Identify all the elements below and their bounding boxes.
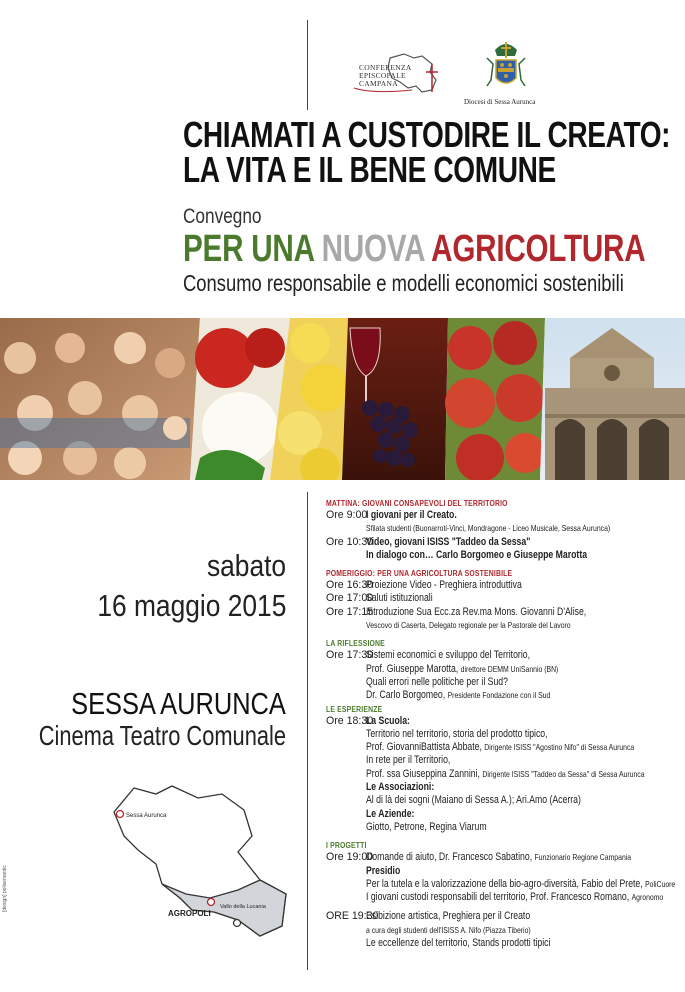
event-date: 16 maggio 2015	[97, 588, 286, 623]
section-afternoon: POMERIGGIO: PER UNA AGRICOLTURA SOSTENIBILE	[326, 568, 513, 579]
section-reflection: LA RIFLESSIONE	[326, 638, 385, 649]
item-title: Video, giovani ISISS "Taddeo da Sessa"	[366, 535, 531, 548]
headline	[183, 229, 645, 269]
event-day: sabato	[206, 548, 286, 583]
schedule-row: ORE 19:30 Esibizione artistica, Preghiera per il Creato	[326, 910, 531, 923]
schedule-row	[326, 509, 678, 522]
main-title	[183, 114, 671, 190]
schedule-row: Ore 16:30 Proiezione Video - Preghiera introduttiva	[326, 579, 522, 592]
schedule-row	[326, 536, 678, 549]
map-label-vallo: Vallo della Lucania	[220, 904, 266, 910]
schedule-row: Ore 18:30 La Scuola:	[326, 714, 410, 727]
time: Ore 10:30	[326, 535, 374, 548]
map-label-agropoli: AGROPOLI	[168, 909, 211, 918]
main-title-line2: LA VITA E IL BENE COMUNE	[183, 149, 556, 190]
item-title: I giovani per il Creato.	[366, 509, 457, 521]
apples-photo	[445, 318, 545, 480]
subtitle: Consumo responsabile e modelli economici sostenibili	[183, 270, 624, 296]
headline-part2: NUOVA	[321, 228, 425, 270]
headline-part3: AGRICOLTURA	[424, 228, 646, 270]
program-divider	[307, 492, 308, 970]
event-city: SESSA AURUNCA	[71, 686, 286, 721]
section-experiences: LE ESPERIENZE	[326, 703, 383, 714]
schedule-row: Ore 17:30 Sistemi economici e sviluppo del Territorio,	[326, 649, 530, 662]
young-people-photo	[0, 318, 200, 480]
schedule-row: Ore 19:00 Domande di aiuto, Dr. Francesco Sabatino, Funzionario Regione Campania	[326, 851, 632, 864]
schedule-detail: Dr. Carlo Borgomeo, Presidente Fondazione con il Sud	[366, 689, 551, 702]
schedule-row: Ore 17:15 Introduzione Sua Ecc.za Rev.ma Mons. Giovanni D'Alise,	[326, 605, 587, 618]
schedule-detail: In dialogo con… Carlo Borgomeo e Giuseppe Marotta	[366, 548, 588, 561]
time: Ore 9:00	[326, 509, 368, 521]
section-projects: I PROGETTI	[326, 840, 367, 851]
diocese-label: Diocesi di Sessa Aurunca	[464, 98, 536, 106]
headline-part1: PER UNA	[183, 228, 322, 270]
cec-logo-text: CONFERENZA EPISCOPALE CAMPANA	[359, 63, 412, 88]
schedule-detail: Vescovo di Caserta, Delegato regionale per la Pastorale del Lavoro	[366, 620, 571, 631]
program-schedule: MATTINA: GIOVANI CONSAPEVOLI DEL TERRITORIO Ore 9:00 I giovani per il Creato. Sfilata studenti (Buonarroti-Vinci, Mondragone - Liceo Musicale, Sessa Aurunca) Ore 10:30 Video, giovani ISISS "Taddeo da Sessa" In dialogo con… Carlo Borgomeo e Giuseppe Marotta POMERIGGIO: PER UNA AGRICOLTURA SOSTENIBILE Ore 16:30 Proiezione Video - Preghiera introduttiva Ore 17:00 Saluti istituzionali Ore 17:15 Introduzione Sua Ecc.za Rev.ma Mons. Giovanni D'Alise, Vescovo di Caserta, Delegato regionale per la Pastorale del Lavoro LA RIFLESSIONE Ore 17:30 Sistemi economici e sviluppo del Territorio, Prof. Giuseppe Marotta, direttore DEMM UniSannio (BN) Quali errori nelle politiche per il Sud? Dr. Carlo Borgomeo, Presidente Fondazione con il Sud LE ESPERIENZE Ore 18:30 La Scuola: Territorio nel territorio, storia del prodotto tipico, Prof. GiovanniBattista Abbate, Dirigente ISISS "Agostino Nifo" di Sessa Aurunca In rete per il Territorio, Prof. ssa Giuseppina Zannini, Dirigente ISISS "Taddeo da Sessa" di Sessa Aurunca Le Associazioni: Al di là dei sogni (Maiano di Sessa A.); Ari.Amo (Acerra) Le Aziende: Giotto, Petrone, Regina Viarum I PROGETTI Ore 19:00 Domande di aiuto, Dr. Francesco Sabatino, Funzionario Regione Campania Presidio Per la tutela e la valorizzazione della bio-agro-diversità, Fabio del Prete, PoliCuore I giovani custodi responsabili del territorio, Prof. Francesco Romano, Agronomo ORE 19:30 Esibizione artistica, Preghiera per il Creato a cura degli studenti dell'ISISS A. Nifo (Piazza Tiberio) Le eccellenze del territorio, Stands prodotti tipici	[326, 498, 678, 950]
wine-grapes-photo	[342, 318, 448, 480]
schedule-row: Ore 17:00 Saluti istituzionali	[326, 592, 433, 605]
convegno-label: Convegno	[183, 205, 262, 228]
map-label-sessa: Sessa Aurunca	[126, 813, 167, 819]
event-venue: Cinema Teatro Comunale	[38, 720, 286, 751]
schedule-detail: Prof. Giuseppe Marotta, direttore DEMM UniSannio (BN)	[366, 662, 559, 675]
header-divider	[307, 20, 308, 110]
schedule-detail: Quali errori nelle politiche per il Sud?	[366, 675, 508, 688]
schedule-detail: Sfilata studenti (Buonarroti-Vinci, Mondragone - Liceo Musicale, Sessa Aurunca)	[366, 523, 611, 534]
photo-collage	[0, 318, 685, 480]
design-credit: [design] polisemantic	[2, 865, 8, 912]
main-title-line1: CHIAMATI A CUSTODIRE IL CREATO:	[183, 114, 671, 155]
campania-map	[110, 780, 290, 940]
section-morning: MATTINA: GIOVANI CONSAPEVOLI DEL TERRITORIO	[326, 498, 508, 508]
diocese-coat-of-arms	[483, 40, 529, 96]
cathedral-photo	[540, 318, 685, 480]
